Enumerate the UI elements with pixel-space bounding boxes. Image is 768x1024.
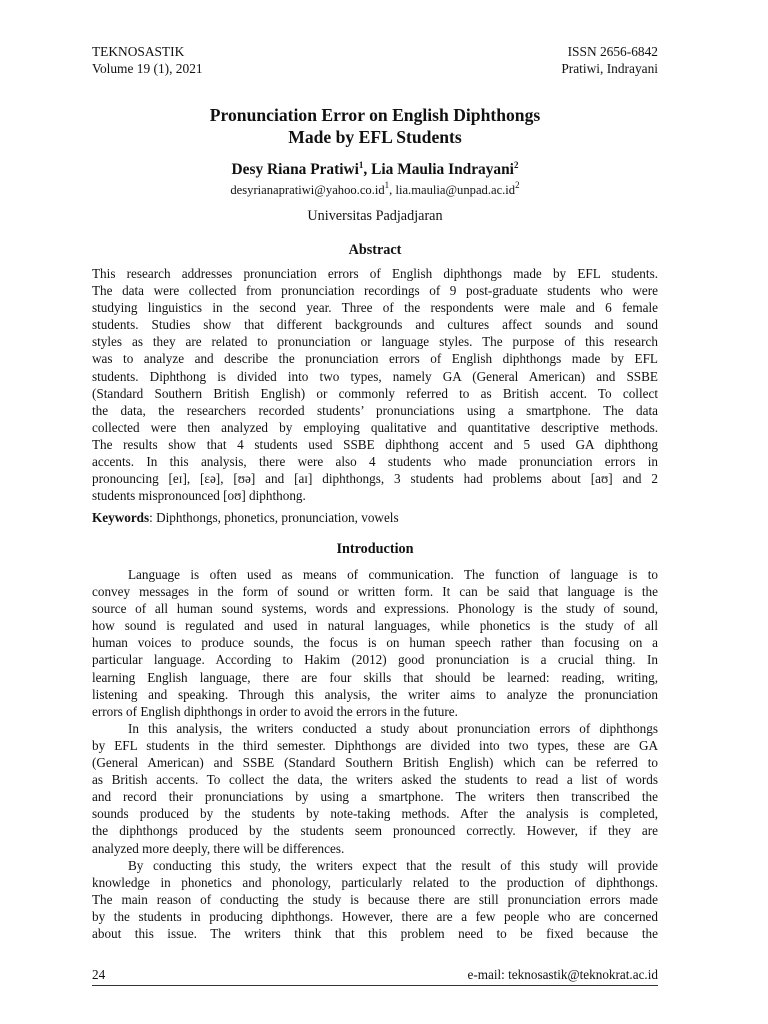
paper-page bbox=[92, 0, 658, 1024]
introduction-line: about this issue. The writers think that this problem need to be fixed because the bbox=[92, 925, 658, 941]
journal-name: TEKNOSASTIK bbox=[92, 44, 185, 59]
journal-issn: ISSN 2656-6842 bbox=[567, 44, 658, 59]
introduction-line: listening and speaking. Through this analysis, the writer aims to analyze the pronunciation bbox=[92, 686, 658, 702]
author-2: Lia Maulia Indrayani bbox=[371, 161, 514, 178]
introduction-line: source of all human sound systems, words and expressions. Phonology is the study of sound, bbox=[92, 601, 658, 617]
author-1-email[interactable]: desyrianapratiwi@yahoo.co.id bbox=[230, 183, 385, 197]
affiliation: Universitas Padjadjaran bbox=[307, 208, 443, 224]
footer-divider bbox=[92, 985, 658, 986]
paper-title bbox=[92, 104, 658, 148]
introduction-line: Language is often used as means of communication. The function of language is to bbox=[128, 567, 658, 582]
keywords-label: Keywords bbox=[92, 510, 150, 525]
abstract-line: collected were then analyzed by employing qualitative and quantitative descriptive methods. bbox=[92, 419, 658, 435]
introduction-line: sounds produced by the students by note-taking methods. After the analysis is completed, bbox=[92, 806, 658, 822]
page-number: 24 bbox=[92, 967, 106, 982]
introduction-line: The main reason of conducting the study is because there are still pronunciation errors made bbox=[92, 891, 658, 907]
abstract-line: students. Studies show that different backgrounds and cultures affect sounds and sound bbox=[92, 317, 658, 333]
title-line-1: Pronunciation Error on English Diphthongs bbox=[209, 105, 541, 125]
introduction-line: how sound is regulated and used in natural languages, while phonetics is the study of all bbox=[92, 618, 658, 634]
introduction-line: errors of English diphthongs in order to avoid the errors in the future. bbox=[92, 703, 458, 719]
abstract-line: pronouncing [eɪ], [ɛə], [ʊə] and [aɪ] diphthongs, 3 students had problems about [aʊ] and 2 bbox=[92, 471, 658, 487]
abstract-line: students. Diphthong is divided into two types, namely GA (General American) and SSBE bbox=[92, 368, 658, 384]
header-left bbox=[92, 43, 203, 77]
introduction-line: the diphthongs produced by the students seem pronounced correctly. However, if they are bbox=[92, 823, 658, 839]
introduction-line: In this analysis, the writers conducted a study about pronunciation errors of diphthongs bbox=[128, 720, 658, 736]
introduction-line: by EFL students in the third semester. Diphthongs are divided into two types, these are GA bbox=[92, 737, 658, 753]
introduction-line: as British accents. To collect the data, the writers asked the students to read a list of words bbox=[92, 772, 658, 788]
abstract-line: The data were collected from pronunciation recordings of 9 post-graduate students who were bbox=[92, 283, 658, 299]
footer-email[interactable]: e-mail: teknosastik@teknokrat.ac.id bbox=[467, 967, 658, 982]
author-emails bbox=[92, 182, 658, 198]
introduction-line: knowledge in phonetics and phonology, particularly related to the production of diphthongs. bbox=[92, 874, 658, 890]
abstract-line: accents. In this analysis, there were also 4 students who made pronunciation errors in bbox=[92, 454, 658, 470]
author-1-affil-mark: 1 bbox=[358, 160, 364, 170]
author-list bbox=[92, 160, 658, 179]
author-2-affil-mark: 2 bbox=[513, 160, 519, 170]
introduction-line: convey messages in the form of sound or written form. It can be said that language is the bbox=[92, 584, 658, 600]
author-separator: , bbox=[363, 161, 372, 178]
introduction-line: particular language. According to Hakim (2012) good pronunciation is a crucial thing. In bbox=[92, 652, 658, 668]
introduction-line: learning English language, there are four skills that should be learned: reading, writing, bbox=[92, 669, 658, 685]
email-1-mark: 1 bbox=[384, 180, 390, 190]
title-line-2: Made by EFL Students bbox=[288, 127, 462, 147]
email-2-mark: 2 bbox=[515, 180, 520, 190]
introduction-heading: Introduction bbox=[336, 541, 414, 557]
abstract-line: studying linguistics in the second year. Three of the respondents were male and 6 female bbox=[92, 300, 658, 316]
introduction-line: human voices to produce sounds, the focus is on human speech rather than focusing on a bbox=[92, 635, 658, 651]
abstract-line: (Standard Southern British English) or commonly referred to as British accent. To collect bbox=[92, 385, 658, 401]
journal-volume: Volume 19 (1), 2021 bbox=[92, 61, 203, 76]
email-separator: , bbox=[389, 183, 396, 197]
abstract-line: The results show that 4 students used SSBE diphthong accent and 5 used GA diphthong bbox=[92, 436, 658, 452]
header-right bbox=[561, 43, 658, 77]
author-1: Desy Riana Pratiwi bbox=[231, 161, 359, 178]
introduction-line: (General American) and SSBE (Standard Southern British English) which can be referred to bbox=[92, 755, 658, 771]
abstract-line: the data, the researchers recorded students’ pronunciations using a smartphone. The data bbox=[92, 402, 658, 418]
introduction-line: and record their pronunciations by using a smartphone. The writers then transcribed the bbox=[92, 789, 658, 805]
running-authors: Pratiwi, Indrayani bbox=[561, 61, 658, 76]
keywords bbox=[92, 509, 658, 526]
introduction-line: by the students in producing diphthongs. However, there are a few people who are concerned bbox=[92, 908, 658, 924]
abstract-line: This research addresses pronunciation errors of English diphthongs made by EFL students. bbox=[92, 266, 658, 281]
abstract-line: styles as they are related to pronunciation or language styles. The purpose of this research bbox=[92, 334, 658, 350]
introduction-line: analyzed more deeply, there will be differences. bbox=[92, 840, 345, 856]
keywords-text: : Diphthongs, phonetics, pronunciation, vowels bbox=[149, 510, 399, 525]
abstract-body bbox=[92, 265, 658, 504]
introduction-body bbox=[92, 566, 658, 942]
author-2-email[interactable]: lia.maulia@unpad.ac.id bbox=[395, 183, 516, 197]
abstract-line: was to analyze and describe the pronunciation errors of English diphthongs made by EFL bbox=[92, 351, 658, 367]
abstract-heading: Abstract bbox=[348, 242, 402, 258]
abstract-line: students mispronounced [oʊ] diphthong. bbox=[92, 488, 306, 504]
introduction-line: By conducting this study, the writers expect that the result of this study will provide bbox=[128, 857, 658, 873]
